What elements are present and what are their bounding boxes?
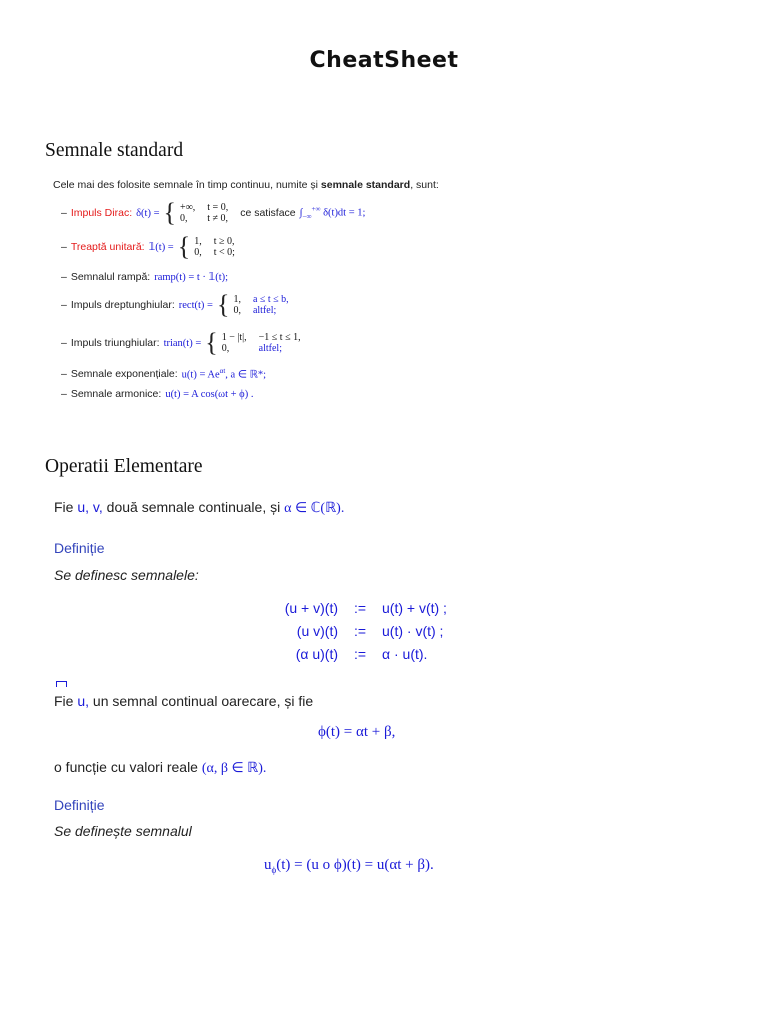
cases-dirac: +∞, t = 0, 0, t ≠ 0,	[180, 202, 229, 224]
cases-triangle: 1 − |t|, −1 ≤ t ≤ 1, 0, altfel;	[221, 332, 301, 354]
final-equation: $u_\phi(t) = (u$ o ϕ)(t) = u(αt + β).	[264, 857, 434, 875]
equations-block: (u + v)(t) := u(t) + v(t) ; (u v)(t) := u(t) · v(t) ; (α u)(t) := α · u(t).	[284, 600, 447, 662]
cases-unit-step: 1, t ≥ 0, 0, t < 0;	[194, 236, 235, 258]
page-title: CheatSheet	[309, 48, 459, 73]
list-item-ramp: – Semnalul rampă: ramp(t) = t · 𝟙(t);	[61, 271, 229, 283]
section-heading-standard-signals: Semnale standard	[45, 140, 184, 161]
phi-equation: ϕ(t) = αt + β,	[318, 724, 396, 740]
fie-paragraph-1: Fie u, v, două semnale continuale, și α ∈ ℂ(ℝ).	[54, 499, 345, 516]
function-paragraph: o funcție cu valori reale (α, β ∈ ℝ).	[54, 759, 267, 776]
list-item-triangle: – Impuls triunghiular: trian(t) = { 1 − |t|, −1 ≤ t ≤ 1, 0, altfel;	[61, 328, 301, 357]
dirac-integral: $\int_{-\infty}^{+\infty}$ δ(t)dt = 1;	[299, 205, 366, 221]
list-item-harmonic: – Semnale armonice: u(t) = A cos(ωt + ϕ) .	[61, 388, 254, 400]
definition-title-1: Definiție	[54, 540, 105, 556]
definition-text-1: Se definesc semnalele:	[54, 567, 199, 583]
definition-text-2: Se definește semnalul	[54, 823, 192, 839]
fie-paragraph-2: Fie u, un semnal continual oarecare, și fie	[54, 693, 314, 709]
definition-title-2: Definiție	[54, 797, 105, 813]
list-item-unit-step: – Treaptă unitară: 𝟙(t) = { 1, t ≥ 0, 0, t < 0;	[61, 232, 235, 261]
list-item-exponential: – Semnale exponențiale: $u(t) = Ae^{\alpha t}$, a ∈ ℝ*;	[61, 367, 267, 381]
section-heading-elementary-operations: Operatii Elementare	[45, 456, 203, 477]
list-item-rect: – Impuls dreptunghiular: rect(t) = { 1, a ≤ t ≤ b, 0, altfel;	[61, 290, 289, 319]
list-item-dirac: – Impuls Dirac: δ(t) = { +∞, t = 0, 0, t ≠ 0, ce satisface $\int_{-\infty}^{+\infty}$ δ(t)dt = 1;	[61, 198, 366, 227]
intro-paragraph: Cele mai des folosite semnale în timp continuu, numite și semnale standard, sunt:	[53, 179, 439, 191]
qed-marker	[56, 681, 67, 687]
cases-rect: 1, a ≤ t ≤ b, 0, altfel;	[233, 294, 289, 316]
